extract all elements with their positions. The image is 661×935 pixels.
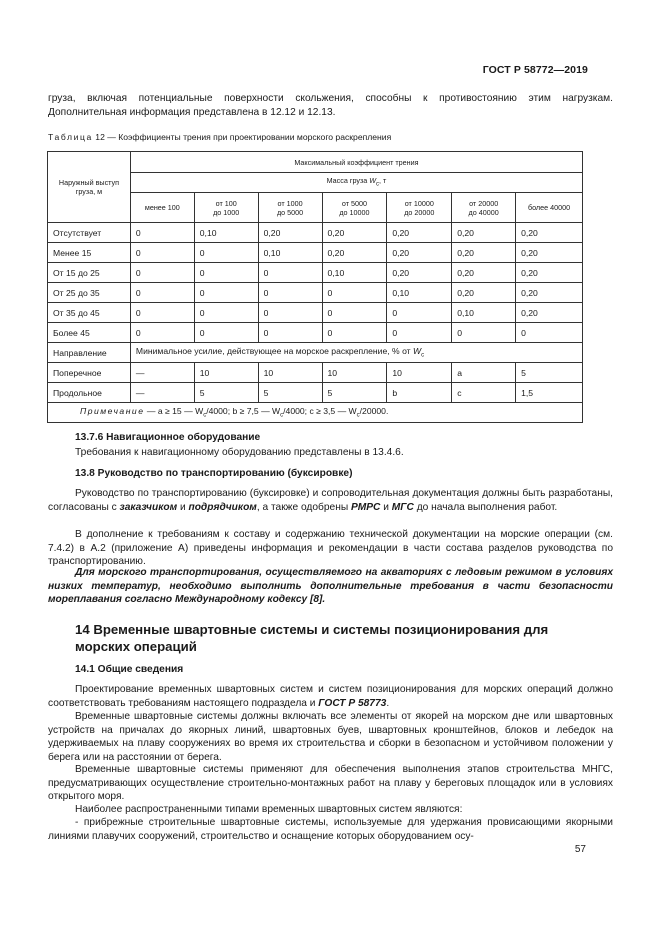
mass-header-text: Масса груза bbox=[326, 175, 368, 185]
section-13-7-6-text: Требования к навигационному оборудованию представлены в 13.4.6. bbox=[75, 447, 404, 458]
mass-column-header bbox=[322, 193, 387, 223]
table-row bbox=[48, 243, 583, 263]
mass-column-line: до 40000 bbox=[468, 207, 499, 217]
table-cell: 0,20 bbox=[258, 223, 322, 243]
table-cell: a bbox=[452, 363, 516, 383]
mass-column-line: от 5000 bbox=[341, 198, 367, 208]
table-cell: 0 bbox=[322, 303, 387, 323]
table-cell: 5 bbox=[322, 383, 387, 403]
table-cell: 0,20 bbox=[516, 243, 583, 263]
mass-unit: , т bbox=[379, 175, 387, 185]
col-header-max-coefficient: Максимальный коэффициент трения bbox=[130, 152, 582, 173]
table-cell: 0 bbox=[130, 263, 194, 283]
emph-rmrs: РМРС bbox=[350, 501, 381, 513]
table-cell: 10 bbox=[194, 363, 258, 383]
table-cell: 0 bbox=[194, 283, 258, 303]
emph-gost-reference: ГОСТ Р 58773 bbox=[318, 697, 387, 709]
text-run: Проектирование временных швартовных систем и систем позиционирования для морских операций должно соответствовать требованиям настоящего подраздела и bbox=[48, 684, 613, 709]
table-cell: 0 bbox=[194, 303, 258, 323]
table-row bbox=[48, 303, 583, 323]
table-cell: 0 bbox=[130, 243, 194, 263]
table-cell: 0,20 bbox=[516, 283, 583, 303]
text-run: . bbox=[386, 697, 390, 709]
row-label: Отсутствует bbox=[48, 223, 131, 243]
table-cell: 0,20 bbox=[516, 223, 583, 243]
table-cell: 0,10 bbox=[194, 223, 258, 243]
text-run: Руководство по транспортированию (буксировке) и сопроводительная документация должны быть разработаны, согласованы с bbox=[48, 488, 613, 513]
table-cell: 5 bbox=[258, 383, 322, 403]
direction-text-cell bbox=[130, 343, 582, 363]
col-header-mass bbox=[130, 173, 582, 193]
mass-column-line: до 5000 bbox=[276, 207, 304, 217]
section-13-7-6-title: 13.7.6 Навигационное оборудование bbox=[75, 432, 261, 443]
table-cell: 0 bbox=[130, 303, 194, 323]
section-13-8-paragraph-2: В дополнение к требованиям к составу и содержанию технической документации на морские операции (см. 7.4.2) в А.2 (приложение А) приведены информация и рекомендации в части состава разделов руководства по транспортированию. bbox=[48, 529, 613, 568]
table-cell: 0 bbox=[194, 263, 258, 283]
table-cell: 0,10 bbox=[387, 283, 452, 303]
row-label: Поперечное bbox=[48, 363, 131, 383]
section-14-1-title: 14.1 Общие сведения bbox=[75, 664, 184, 675]
table-cell: 0,20 bbox=[387, 223, 452, 243]
table-row bbox=[48, 223, 583, 243]
table-cell: 0,20 bbox=[452, 223, 516, 243]
emph-contractor: подрядчиком bbox=[188, 501, 257, 513]
table-cell: 0,20 bbox=[322, 243, 387, 263]
table-caption bbox=[48, 132, 391, 142]
text-run: и bbox=[380, 501, 392, 513]
section-14-1-paragraph-1 bbox=[48, 683, 613, 710]
table-cell: 5 bbox=[516, 363, 583, 383]
section-14-1-paragraph-2: Временные швартовные системы должны включать все элементы от якорей на морском дне или швартовных устройств на причалах до якорных линий, швартовных буев, швартовных кронштейнов, блоков и лебедок на удерживаемых на плаву сооружениях во время их строительства и сборки в безопасном и устойчивом положении у берега или на расстоянии от берега. bbox=[48, 711, 613, 763]
table-cell: 0 bbox=[387, 323, 452, 343]
mass-column-line: от 100 bbox=[215, 198, 237, 208]
section-14-1-paragraph-4: Наиболее распространенными типами временных швартовных систем являются: bbox=[75, 804, 463, 815]
note-sub: c bbox=[203, 412, 207, 419]
table-cell: 0,20 bbox=[452, 263, 516, 283]
direction-symbol: W bbox=[412, 346, 422, 357]
section-14-1-paragraph-5: - прибрежные строительные швартовные системы, используемые для удержания провисающими якорными линиями плавучих сооружений, строительство и оснащение которых оборудованием осу- bbox=[48, 817, 613, 842]
mass-column-header bbox=[516, 193, 583, 223]
mass-column-header bbox=[194, 193, 258, 223]
table-cell: 0 bbox=[194, 323, 258, 343]
table-cell: 0 bbox=[258, 323, 322, 343]
mass-column-header bbox=[130, 193, 194, 223]
mass-column-line: от 1000 bbox=[277, 198, 303, 208]
table-cell: 0 bbox=[130, 283, 194, 303]
mass-column-line: более 40000 bbox=[527, 203, 571, 212]
mass-column-header bbox=[387, 193, 452, 223]
note-label: Примечание bbox=[80, 406, 145, 417]
note-text: — a ≥ 15 — W bbox=[146, 406, 204, 417]
table-caption-number: 12 bbox=[95, 132, 105, 142]
table-caption-label: Таблица bbox=[48, 132, 93, 142]
text-run: до начала выполнения работ. bbox=[413, 501, 558, 513]
section-14-1-paragraph-3: Временные швартовные системы применяют для обеспечения выполнения этапов строительства МНГС, предусматривающих осуществление строительно-монтажных работ на плаву у береговых площадок или в условиях открытого моря. bbox=[48, 764, 613, 803]
table-cell: 0 bbox=[258, 263, 322, 283]
section-13-8-paragraph-1 bbox=[48, 487, 613, 514]
table-cell: 0 bbox=[322, 323, 387, 343]
table-cell: 0 bbox=[322, 283, 387, 303]
table-cell: 0,10 bbox=[258, 243, 322, 263]
emph-mgs: МГС bbox=[391, 501, 414, 513]
table-cell: 10 bbox=[258, 363, 322, 383]
friction-coefficients-table bbox=[47, 151, 583, 423]
row-label: От 35 до 45 bbox=[48, 303, 131, 323]
col-header-overhang: Наружный выступ груза, м bbox=[48, 152, 131, 223]
mass-symbol: W bbox=[369, 175, 377, 185]
table-cell: 0,20 bbox=[387, 263, 452, 283]
section-13-8-title: 13.8 Руководство по транспортированию (буксировке) bbox=[75, 468, 353, 479]
table-cell: 0,10 bbox=[452, 303, 516, 323]
note-part: /20000. bbox=[359, 406, 389, 417]
table-cell: — bbox=[130, 363, 194, 383]
text-run: , а также одобрены bbox=[256, 501, 351, 513]
section-13-8-paragraph-3: Для морского транспортирования, осуществляемого на акваториях с ледовым режимом в условиях низких температур, необходимо выполнить дополнительные требования в части безопасности мореплавания согласно Международному кодексу [8]. bbox=[48, 567, 613, 606]
note-part: /4000; b ≥ 7,5 — W bbox=[206, 406, 281, 417]
mass-column-line: от 20000 bbox=[469, 198, 499, 208]
table-cell: 0,20 bbox=[516, 263, 583, 283]
page-number: 57 bbox=[574, 844, 586, 855]
table-cell: 0 bbox=[258, 303, 322, 323]
emph-customer: заказчиком bbox=[119, 501, 178, 513]
note-part: /4000; c ≥ 3,5 — W bbox=[283, 406, 357, 417]
mass-column-line: до 1000 bbox=[213, 207, 240, 217]
mass-column-header bbox=[452, 193, 516, 223]
table-cell: c bbox=[452, 383, 516, 403]
table-cell: 0 bbox=[194, 243, 258, 263]
document-code-header: ГОСТ Р 58772—2019 bbox=[482, 64, 588, 76]
table-cell: 0 bbox=[130, 223, 194, 243]
note-sub: c bbox=[280, 412, 284, 419]
mass-column-line: менее 100 bbox=[144, 203, 180, 212]
table-cell: b bbox=[387, 383, 452, 403]
intro-paragraph: груза, включая потенциальные поверхности скольжения, способны к противостоянию этим нагрузкам. Дополнительная информация представлена в 12.12 и 12.13. bbox=[48, 93, 613, 118]
table-cell: — bbox=[130, 383, 194, 403]
table-row bbox=[48, 383, 583, 403]
table-row bbox=[48, 363, 583, 383]
table-cell: 5 bbox=[194, 383, 258, 403]
table-cell: 1,5 bbox=[516, 383, 583, 403]
row-label: Менее 15 bbox=[48, 243, 131, 263]
note-sub: c bbox=[356, 412, 360, 419]
table-cell: 0 bbox=[387, 303, 452, 323]
mass-column-line: до 20000 bbox=[404, 207, 435, 217]
table-cell: 0 bbox=[130, 323, 194, 343]
table-cell: 10 bbox=[387, 363, 452, 383]
table-cell: 0,20 bbox=[387, 243, 452, 263]
table-cell: 10 bbox=[322, 363, 387, 383]
table-row bbox=[48, 283, 583, 303]
table-cell: 0,20 bbox=[452, 243, 516, 263]
table-cell: 0,10 bbox=[322, 263, 387, 283]
table-cell: 0 bbox=[452, 323, 516, 343]
text-run: и bbox=[177, 501, 189, 513]
row-label: Продольное bbox=[48, 383, 131, 403]
direction-symbol-sub: c bbox=[421, 352, 425, 359]
table-cell: 0 bbox=[258, 283, 322, 303]
mass-column-line: до 10000 bbox=[339, 207, 370, 217]
row-label: От 25 до 35 bbox=[48, 283, 131, 303]
direction-label: Направление bbox=[48, 343, 131, 363]
table-cell: 0,20 bbox=[322, 223, 387, 243]
table-row bbox=[48, 263, 583, 283]
direction-text: Минимальное усилие, действующее на морское раскрепление, % от bbox=[135, 346, 411, 357]
row-label: От 15 до 25 bbox=[48, 263, 131, 283]
section-14-title: 14 Временные швартовные системы и системы позиционирования для морских операций bbox=[75, 622, 549, 654]
table-cell: 0,20 bbox=[516, 303, 583, 323]
table-cell: 0,20 bbox=[452, 283, 516, 303]
mass-column-line: от 10000 bbox=[404, 198, 434, 208]
mass-symbol-sub: c bbox=[376, 181, 380, 188]
mass-column-header bbox=[258, 193, 322, 223]
table-note bbox=[48, 403, 583, 423]
table-row bbox=[48, 323, 583, 343]
row-label: Более 45 bbox=[48, 323, 131, 343]
table-cell: 0 bbox=[516, 323, 583, 343]
table-caption-text: — Коэффициенты трения при проектировании морского раскрепления bbox=[107, 132, 392, 142]
